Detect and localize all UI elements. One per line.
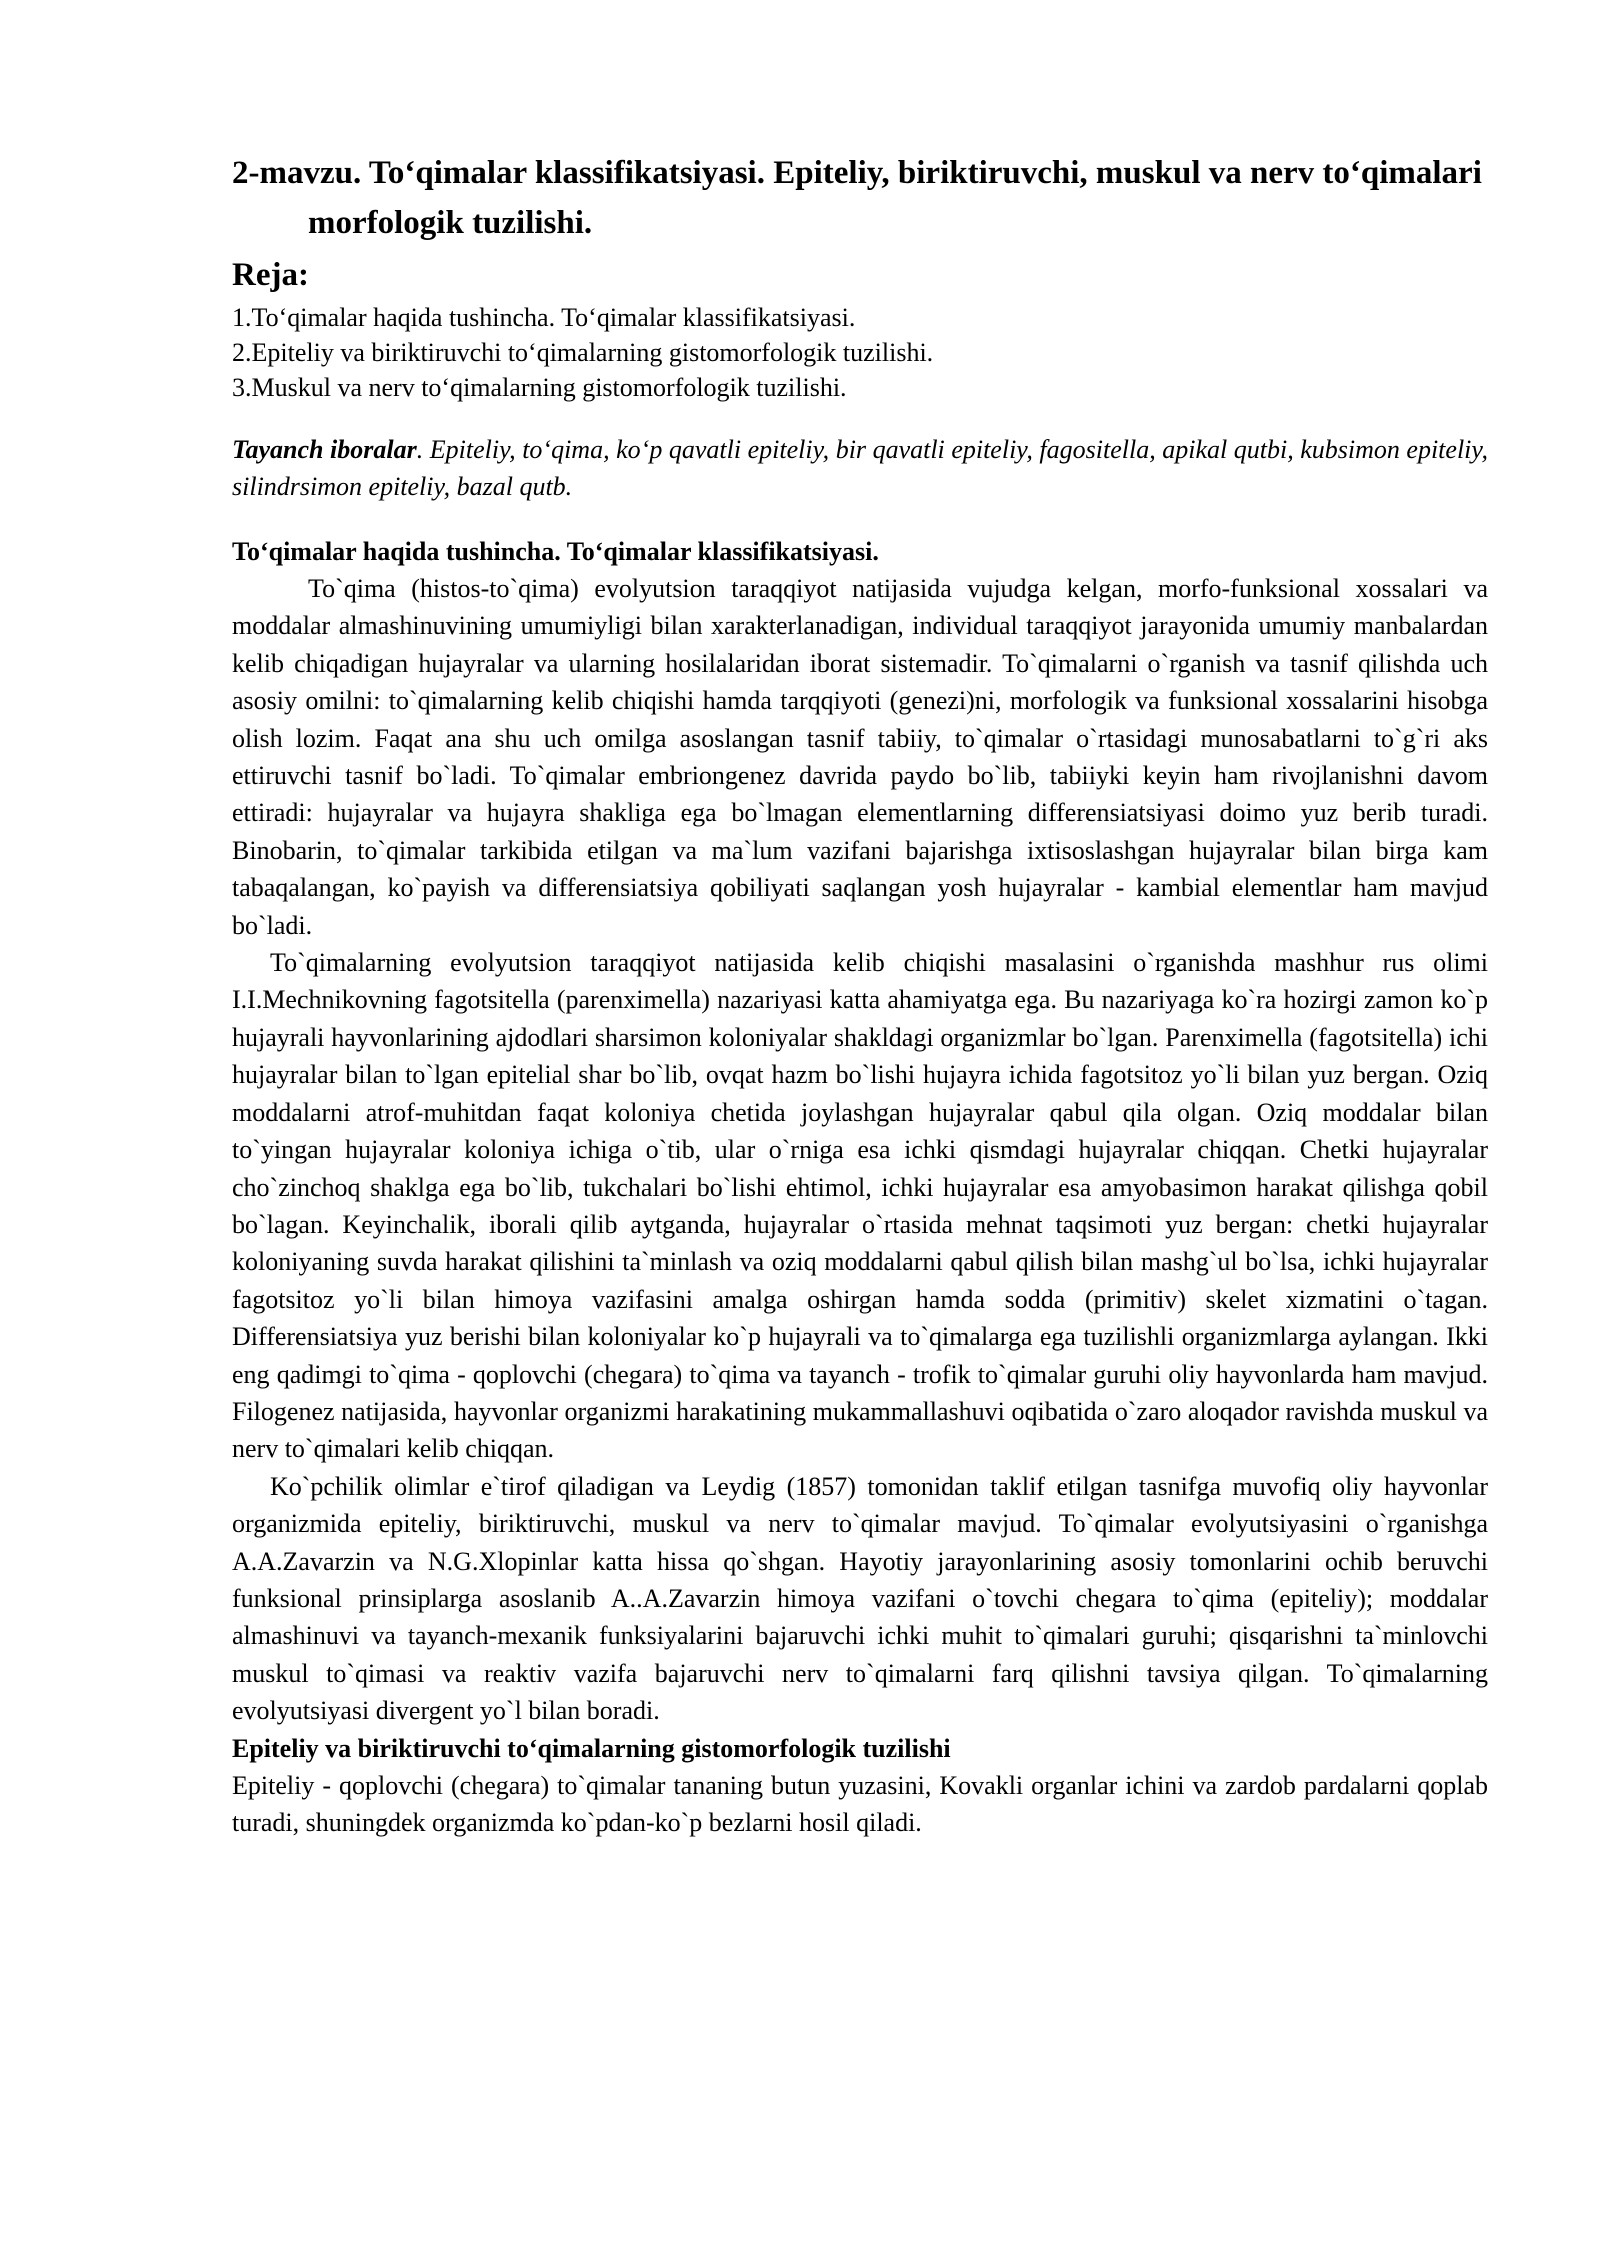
plan-list bbox=[232, 300, 1488, 405]
document-title: 2-mavzu. To‘qimalar klassifikatsiyasi. Epiteliy, biriktiruvchi, muskul va nerv to‘qimalari morfologik tuzilishi. bbox=[232, 155, 1482, 241]
body-paragraph: To`qima (histos-to`qima) evolyutsion taraqqiyot natijasida vujudga kelgan, morfo-funksional xossalari va moddalar almashinuvining umumiyligi bilan xarakterlanadigan, individual taraqqiyot jarayonida umumiy manbalardan kelib chiqadigan hujayralar va ularning hosilalaridan iborat sistemadir. To`qimalarni o`rganish va tasnif qilishda uch asosiy omilni: to`qimalarning kelib chiqishi hamda tarqqiyoti (genezi)ni, morfologik va funksional xossalarini hisobga olish lozim. Faqat ana shu uch omilga asoslangan tasnif tabiiy, to`qimalar o`rtasidagi munosabatlarni to`g`ri aks ettiruvchi tasnif bo`ladi. To`qimalar embriongenez davrida paydo bo`lib, tabiiyki keyin ham rivojlanishni davom ettiradi: hujayralar va hujayra shakliga ega bo`lmagan elementlarning differensiatsiyasi doimo yuz berib turadi. Binobarin, to`qimalar tarkibida etilgan va ma`lum vazifani bajarishga ixtisoslashgan hujayralar bilan birga kam tabaqalangan, ko`payish va differensiatsiya qobiliyati saqlangan yosh hujayralar - kambial elementlar ham mavjud bo`ladi. bbox=[232, 574, 1488, 940]
body-paragraph: Epiteliy - qoplovchi (chegara) to`qimalar tananing butun yuzasini, Kovakli organlar ichini va zardob pardalarni qoplab turadi, shuningdek organizmda ko`pdan-ko`p bezlarni hosil qiladi. bbox=[232, 1770, 1488, 1837]
keywords-text: . Epiteliy, to‘qima, ko‘p qavatli epiteliy, bir qavatli epiteliy, fagositella, apikal qutbi, kubsimon epiteliy, silindrsimon epiteliy, bazal qutb. bbox=[232, 435, 1488, 501]
keywords-label: Tayanch iboralar bbox=[232, 435, 417, 464]
plan-item: 2.Epiteliy va biriktiruvchi to‘qimalarning gistomorfologik tuzilishi. bbox=[232, 338, 934, 367]
plan-item: 3.Muskul va nerv to‘qimalarning gistomorfologik tuzilishi. bbox=[232, 373, 847, 402]
section-heading-tissues: To‘qimalar haqida tushincha. To‘qimalar klassifikatsiyasi. bbox=[232, 537, 879, 566]
document-page bbox=[232, 148, 1488, 1841]
body-paragraph: To`qimalarning evolyutsion taraqqiyot natijasida kelib chiqishi masalasini o`rganishda mashhur rus olimi I.I.Mechnikovning fagotsitella (parenximella) nazariyasi katta ahamiyatga ega. Bu nazariyaga ko`ra hozirgi zamon ko`p hujayrali hayvonlarining ajdodlari sharsimon koloniyalar shakldagi organizmlar bo`lgan. Parenximella (fagotsitella) ichi hujayralar bilan to`lgan epitelial shar bo`lib, ovqat hazm bo`lishi hujayra ichida fagotsitoz yo`li bilan yuz bergan. Oziq moddalarni atrof-muhitdan faqat koloniya chetida joylashgan hujayralar qabul qila olgan. Oziq moddalar bilan to`yingan hujayralar koloniya ichiga o`tib, ular o`rniga esa ichki qismdagi hujayralar chiqqan. Chetki hujayralar cho`zinchoq shaklga ega bo`lib, tukchalari bo`lishi ehtimol, ichki hujayralar esa amyobasimon harakat qilishga qobil bo`lagan. Keyinchalik, iborali qilib aytganda, hujayralar o`rtasida mehnat taqsimoti yuz bergan: chetki hujayralar koloniyaning suvda harakat qilishini ta`minlash va oziq moddalarni qabul qilish bilan mashg`ul bo`lsa, ichki hujayralar fagotsitoz yo`li bilan himoya vazifasini amalga oshirgan hamda sodda (primitiv) skelet xizmatini o`tagan. Differensiatsiya yuz berishi bilan koloniyalar ko`p hujayrali va to`qimalarga ega tuzilishli organizmlarga aylangan. Ikki eng qadimgi to`qima - qoplovchi (chegara) to`qima va tayanch - trofik to`qimalar guruhi oliy hayvonlarda ham mavjud. Filogenez natijasida, hayvonlar organizmi harakatining mukammallashuvi oqibatida o`zaro aloqador ravishda muskul va nerv to`qimalari kelib chiqqan. bbox=[232, 948, 1488, 1464]
body-paragraph: Ko`pchilik olimlar e`tirof qiladigan va Leydig (1857) tomonidan taklif etilgan tasnifga muvofiq oliy hayvonlar organizmida epiteliy, biriktiruvchi, muskul va nerv to`qimalar mavjud. To`qimalar evolyutsiyasini o`rganishga A.A.Zavarzin va N.G.Xlopinlar katta hissa qo`shgan. Hayotiy jarayonlarining asosiy tomonlarini ochib beruvchi funksional prinsiplarga asoslanib A..A.Zavarzin himoya vazifani o`tovchi chegara to`qima (epiteliy); moddalar almashinuvi va tayanch-mexanik funksiyalarini bajaruvchi ichki muhit to`qimalari guruhi; qisqarishni ta`minlovchi muskul to`qimasi va reaktiv vazifa bajaruvchi nerv to`qimalarni farq qilishni tavsiya qilgan. To`qimalarning evolyutsiyasi divergent yo`l bilan boradi. bbox=[232, 1471, 1488, 1726]
plan-item: 1.To‘qimalar haqida tushincha. To‘qimalar klassifikatsiyasi. bbox=[232, 303, 856, 332]
keywords-paragraph bbox=[232, 431, 1488, 505]
section-heading-epithelium: Epiteliy va biriktiruvchi to‘qimalarning gistomorfologik tuzilishi bbox=[232, 1733, 951, 1763]
plan-heading: Reja: bbox=[232, 257, 309, 293]
